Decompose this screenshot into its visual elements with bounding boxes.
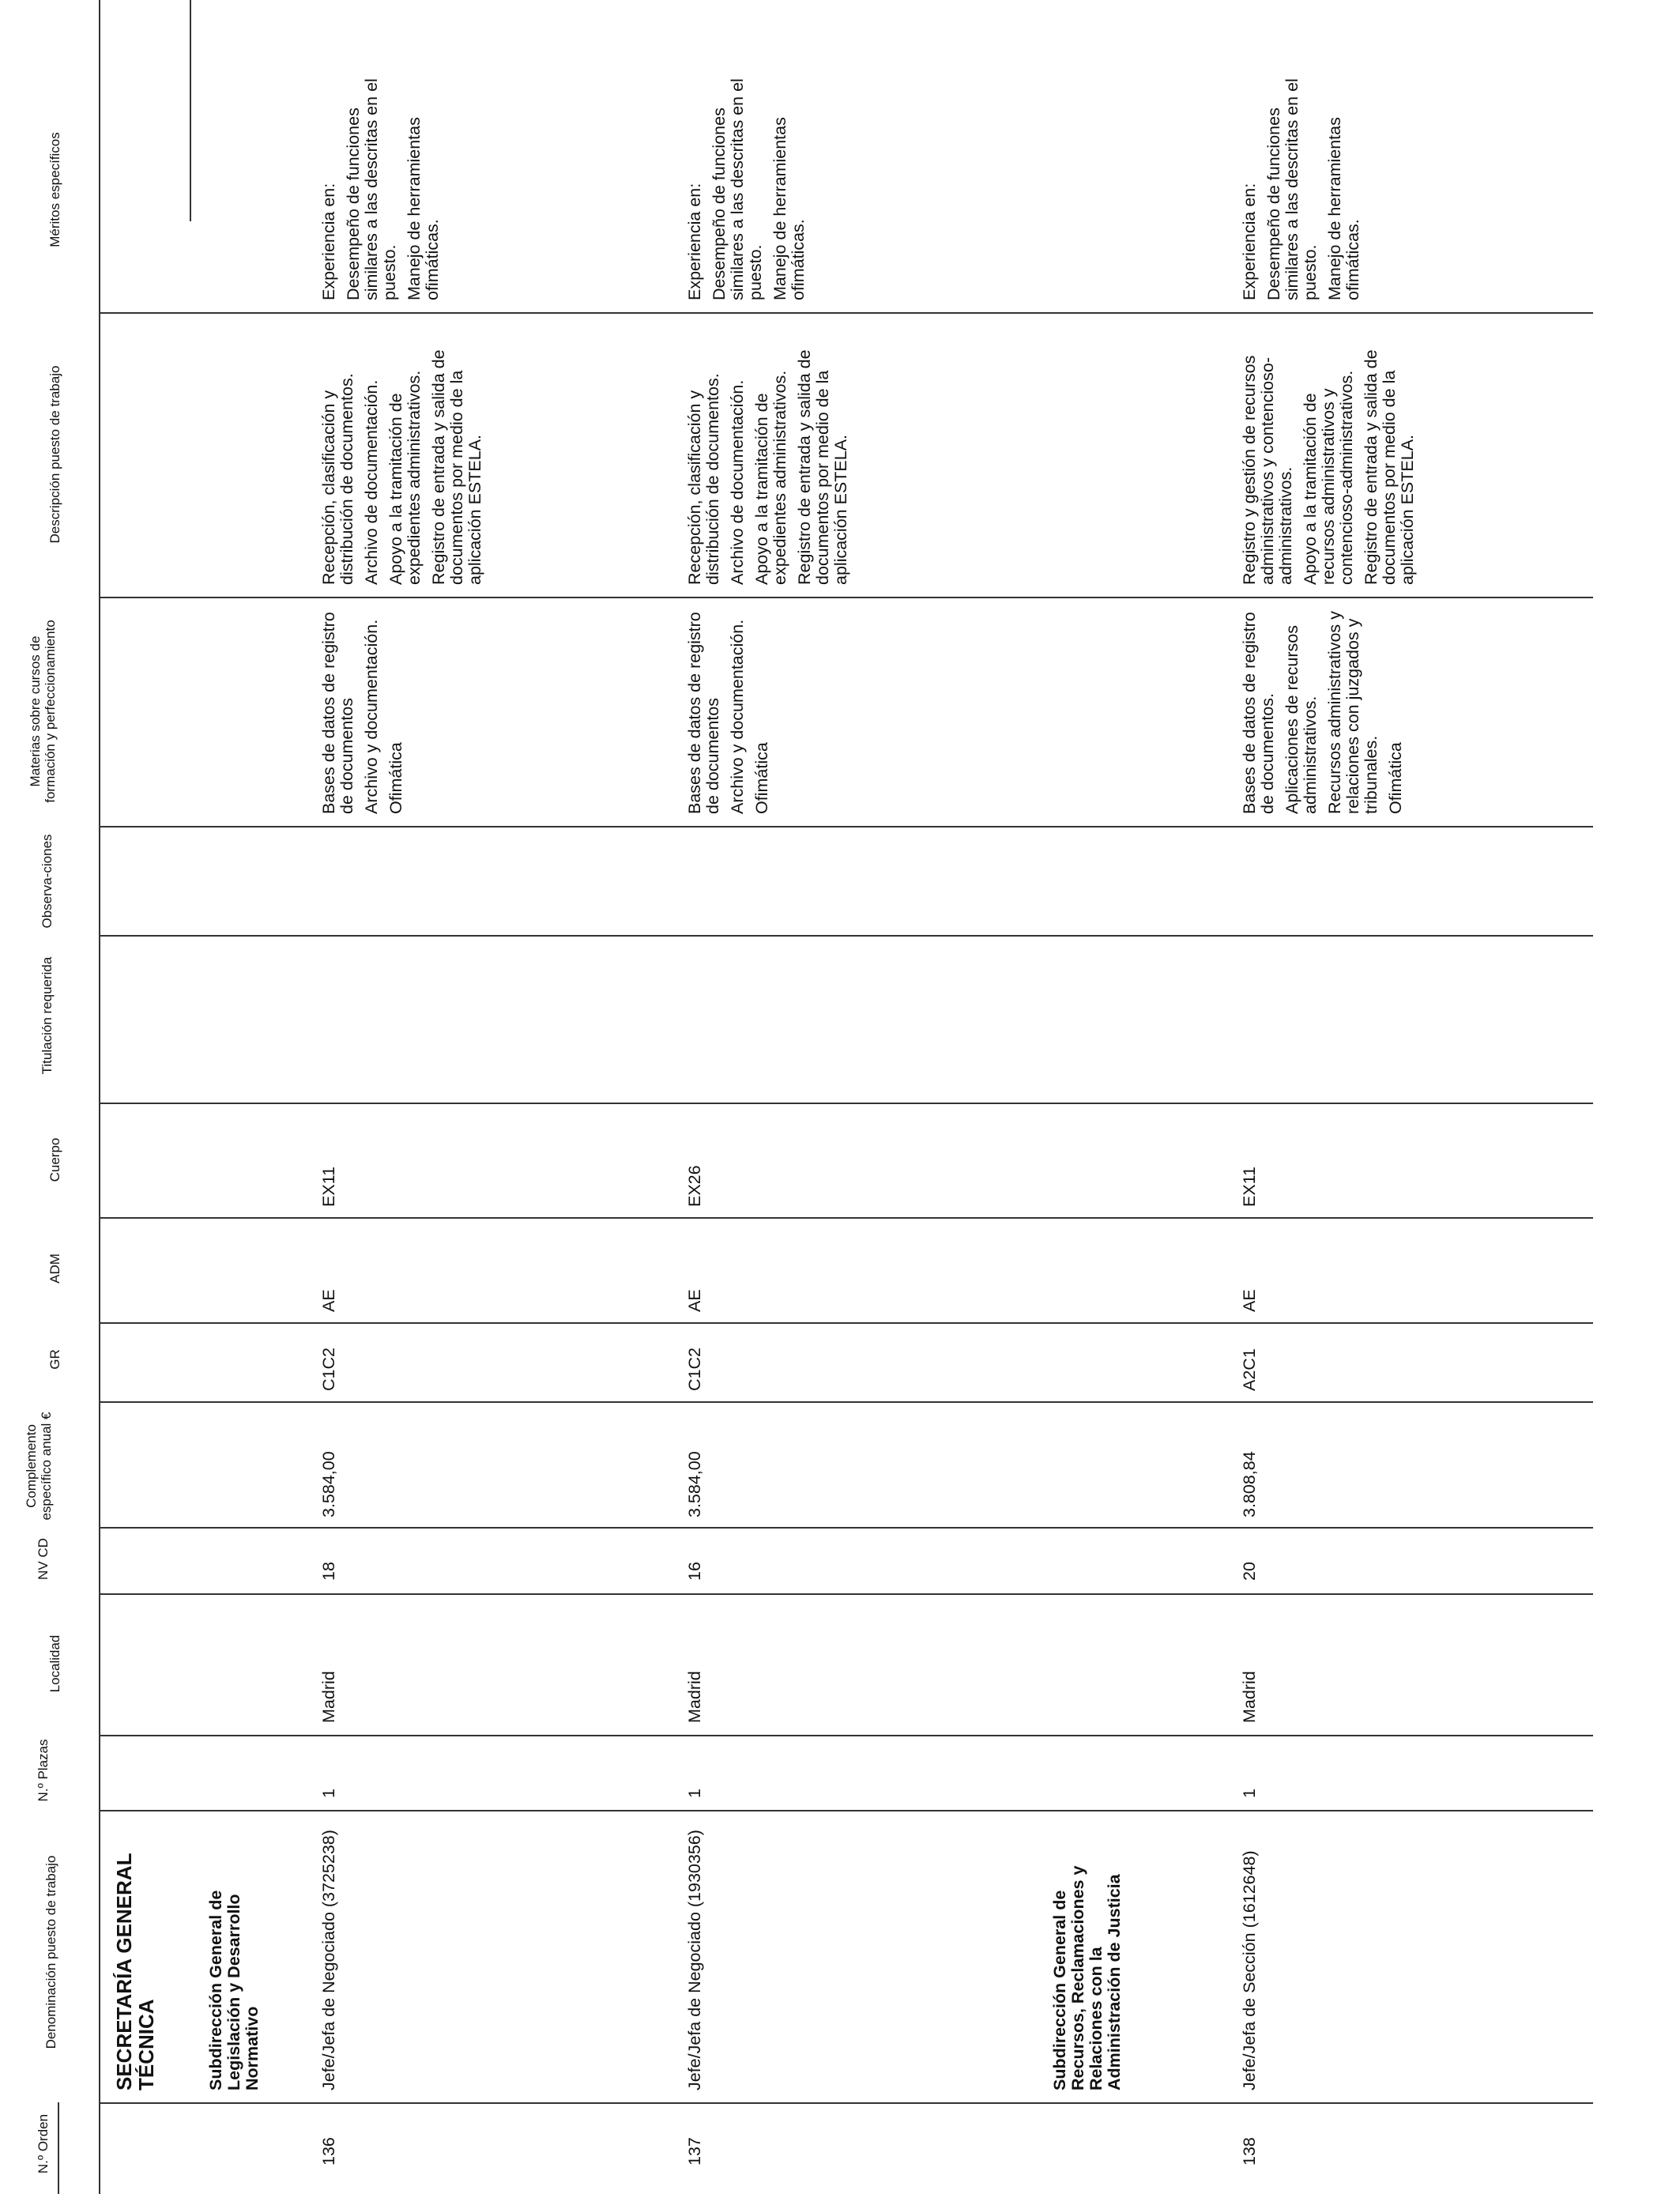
header-titulacion: Titulación requerida <box>40 956 55 1075</box>
row-137-denominacion: Jefe/Jefa de Negociado (1930356) <box>685 1830 704 2090</box>
rule-top <box>190 0 191 221</box>
section-secretaria: SECRETARÍA GENERAL TÉCNICA <box>112 1853 158 2090</box>
col-sep <box>99 1103 1593 1104</box>
row-136-adm: AE <box>319 1289 338 1312</box>
header-complemento: Complemento específico anual € <box>24 1412 54 1521</box>
row-136-merito: Manejo de herramientas ofimáticas. <box>405 117 442 300</box>
row-136-descripcion <box>320 324 484 585</box>
row-136-desc-item: Apoyo a la tramitación de expedientes administrativos. <box>386 370 424 585</box>
row-137-desc-item: Apoyo a la tramitación de expedientes administrativos. <box>752 370 789 585</box>
header-adm: ADM <box>47 1253 62 1284</box>
row-138-desc-item: Registro y gestión de recursos administrativos y contencioso-administrativos. <box>1240 355 1295 585</box>
row-137-nvcd: 16 <box>685 1562 704 1581</box>
row-136-cuerpo: EX11 <box>319 1167 338 1207</box>
rule-left <box>58 2102 59 2194</box>
row-137-desc-item: Archivo de documentación. <box>728 379 747 585</box>
row-136-desc-item: Archivo de documentación. <box>362 379 381 585</box>
header-cuerpo: Cuerpo <box>47 1137 62 1182</box>
row-137-materias <box>686 609 771 814</box>
header-observaciones: Observa-ciones <box>40 834 55 929</box>
row-136-merito: Experiencia en: <box>319 183 338 300</box>
header-gr: GR <box>47 1349 62 1370</box>
header-denominacion: Denominación puesto de trabajo <box>43 1855 58 2049</box>
header-meritos: Méritos específicos <box>47 132 62 247</box>
row-137-merito: Desempeño de funciones similares a las descritas en el puesto. <box>710 78 765 300</box>
row-136-materia: Bases de datos de registro de documentos <box>319 612 356 814</box>
row-138-materias <box>1241 609 1405 814</box>
header-descripcion: Descripción puesto de trabajo <box>47 365 62 544</box>
row-138-denominacion: Jefe/Jefa de Sección (1612648) <box>1240 1850 1259 2090</box>
row-136-materia: Ofimática <box>386 742 405 814</box>
header-nvcd: NV CD <box>36 1538 51 1580</box>
row-136-materias <box>320 609 405 814</box>
row-137-meritos <box>686 47 808 300</box>
row-136-gr: C1C2 <box>319 1348 338 1391</box>
row-138-nvcd: 20 <box>1240 1562 1259 1581</box>
header-orden: N.º Orden <box>36 2113 51 2174</box>
col-sep <box>99 1810 1593 1811</box>
row-138-complemento: 3.808,84 <box>1240 1451 1259 1517</box>
row-137-orden: 137 <box>685 2137 704 2166</box>
row-137-descripcion <box>686 324 850 585</box>
row-137-cuerpo: EX26 <box>685 1165 704 1207</box>
section-sub2: Subdirección General de Recursos, Reclamaciones y Relaciones con la Administración de Justicia <box>1050 1865 1124 2090</box>
header-localidad: Localidad <box>47 1634 62 1693</box>
row-136-localidad: Madrid <box>319 1671 338 1723</box>
col-sep <box>99 1401 1593 1403</box>
row-138-descripcion <box>1241 324 1417 585</box>
row-138-cuerpo: EX11 <box>1240 1167 1259 1207</box>
header-materias: Materias sobre cursos de formación y perfeccionamiento <box>28 620 58 803</box>
col-sep <box>99 1217 1593 1219</box>
row-138-meritos <box>1241 47 1362 300</box>
row-136-complemento: 3.584,00 <box>319 1451 338 1517</box>
row-136-denominacion: Jefe/Jefa de Negociado (3725238) <box>319 1830 338 2090</box>
row-138-materia: Ofimática <box>1386 742 1405 814</box>
row-136-desc-item: Registro de entrada y salida de documentos por medio de la aplicación ESTELA. <box>429 349 484 585</box>
row-136-desc-item: Recepción, clasificación y distribución de documentos. <box>319 373 356 585</box>
row-137-adm: AE <box>685 1289 704 1312</box>
row-136-meritos <box>320 47 442 300</box>
row-137-complemento: 3.584,00 <box>685 1451 704 1517</box>
row-138-merito: Experiencia en: <box>1240 183 1259 300</box>
row-138-adm: AE <box>1240 1289 1259 1312</box>
row-138-merito: Manejo de herramientas ofimáticas. <box>1325 117 1362 300</box>
row-137-materia: Bases de datos de registro de documentos <box>685 612 722 814</box>
row-138-gr: A2C1 <box>1240 1348 1259 1391</box>
row-138-merito: Desempeño de funciones similares a las descritas en el puesto. <box>1264 78 1320 300</box>
col-sep <box>99 935 1593 937</box>
row-137-localidad: Madrid <box>685 1671 704 1723</box>
rule-header <box>99 0 100 2194</box>
row-137-gr: C1C2 <box>685 1348 704 1391</box>
row-137-merito: Manejo de herramientas ofimáticas. <box>770 117 808 300</box>
section-sub1: Subdirección General de Legislación y Desarrollo Normativo <box>206 1890 262 2090</box>
row-136-materia: Archivo y documentación. <box>362 619 381 814</box>
row-137-materia: Archivo y documentación. <box>728 619 747 814</box>
row-138-orden: 138 <box>1240 2137 1259 2166</box>
header-plazas: N.º Plazas <box>36 1739 51 1802</box>
row-136-plazas: 1 <box>319 1789 338 1798</box>
row-136-merito: Desempeño de funciones similares a las descritas en el puesto. <box>344 78 399 300</box>
row-138-materia: Bases de datos de registro de documentos. <box>1240 612 1277 814</box>
row-138-desc-item: Registro de entrada y salida de documentos por medio de la aplicación ESTELA. <box>1362 349 1417 585</box>
row-138-materia: Aplicaciones de recursos administrativos. <box>1283 624 1320 814</box>
row-138-desc-item: Apoyo a la tramitación de recursos administrativos y contencioso-administrativos. <box>1301 370 1356 585</box>
row-137-desc-item: Recepción, clasificación y distribución de documentos. <box>685 373 722 585</box>
row-138-materia: Recursos administrativos y relaciones con juzgados y tribunales. <box>1325 611 1381 814</box>
row-137-plazas: 1 <box>685 1789 704 1798</box>
col-sep <box>99 826 1593 827</box>
row-137-merito: Experiencia en: <box>685 183 704 300</box>
row-138-plazas: 1 <box>1240 1789 1259 1798</box>
col-sep <box>99 597 1593 598</box>
col-sep <box>99 1593 1593 1595</box>
row-138-localidad: Madrid <box>1240 1671 1259 1723</box>
col-sep <box>99 1735 1593 1736</box>
col-sep <box>99 312 1593 314</box>
row-137-materia: Ofimática <box>752 742 771 814</box>
row-137-desc-item: Registro de entrada y salida de documentos por medio de la aplicación ESTELA. <box>795 349 850 585</box>
row-136-nvcd: 18 <box>319 1562 338 1581</box>
row-136-orden: 136 <box>319 2137 338 2166</box>
